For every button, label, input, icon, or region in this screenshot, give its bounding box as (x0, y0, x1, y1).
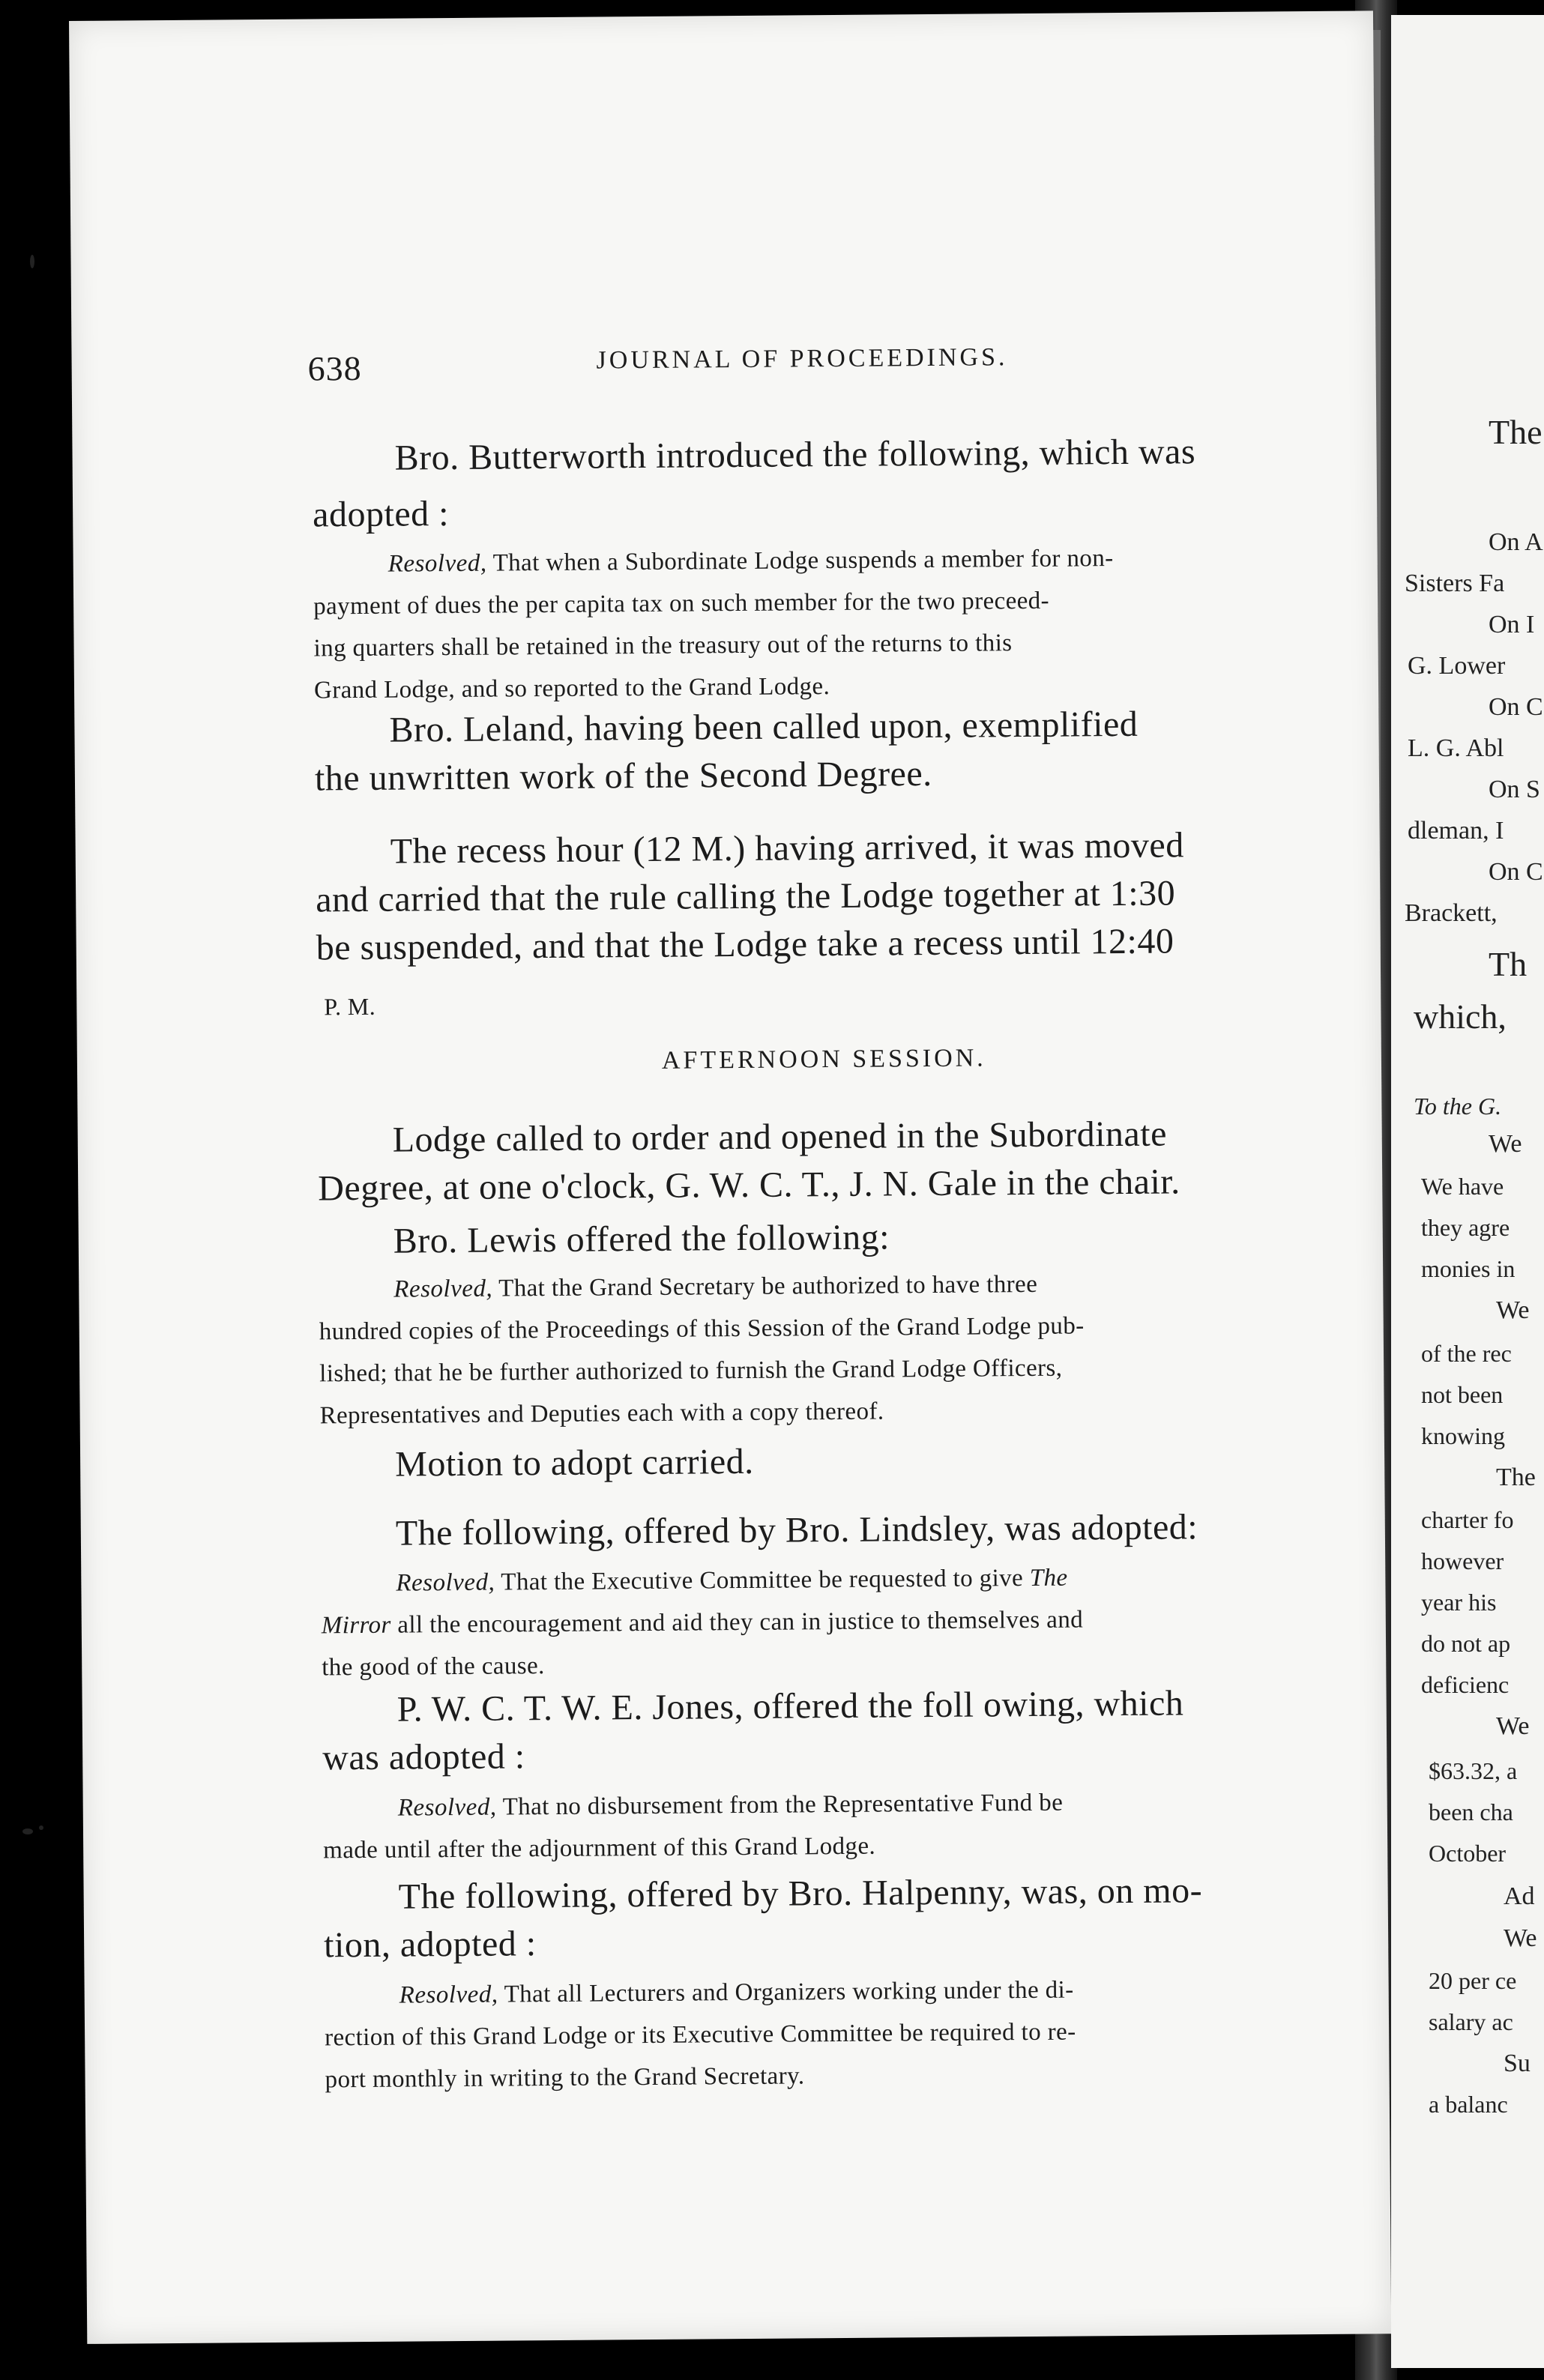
paragraph-line: tion, adopted : (323, 1924, 537, 1966)
resolution-line: hundred copies of the Proceedings of this Session of the Grand Lodge pub- (319, 1312, 1085, 1346)
paragraph-line: Degree, at one o'clock, G. W. C. T., J. N. Gale in the chair. (318, 1162, 1180, 1209)
resolution-representative-fund (323, 1780, 1343, 1872)
right-page-fragment: do not ap (1421, 1630, 1511, 1657)
paragraph-jones (322, 1679, 1342, 1783)
resolution-line: lished; that he be further authorized to furnish the Grand Lodge Officers, (319, 1354, 1063, 1388)
paragraph-line: Motion to adopt carried. (394, 1441, 754, 1485)
right-page-fragment: charter fo (1421, 1506, 1514, 1533)
right-page-fragment: not been (1421, 1381, 1504, 1408)
left-page (69, 10, 1391, 2344)
page-number: 638 (307, 348, 362, 388)
right-page-fragment: knowing (1421, 1422, 1505, 1449)
right-page-fragment: Th (1489, 945, 1528, 983)
resolution-line: Representatives and Deputies each with a copy thereof. (319, 1398, 884, 1430)
right-page-fragment: been cha (1429, 1798, 1513, 1825)
resolution-line: That no disbursement from the Representative Fund be (502, 1789, 1064, 1821)
resolution-line: ing quarters shall be retained in the treasury out of the returns to this (313, 629, 1013, 662)
resolution-lecturers (324, 1967, 1344, 2101)
paragraph-line: Bro. Leland, having been called upon, exemplified (389, 704, 1139, 750)
paragraph-line: The recess hour (12 M.) having arrived, it was moved (390, 825, 1184, 872)
paragraph-line: Bro. Lewis offered the following: (393, 1217, 890, 1261)
paragraph-lodge-called (317, 1109, 1337, 1213)
resolution-line: port monthly in writing to the Grand Secretary. (325, 2062, 805, 2094)
right-page-fragment: $63.32, a (1429, 1757, 1518, 1784)
right-page-fragment: We (1496, 1712, 1530, 1740)
resolution-label: Resolved, (393, 1275, 493, 1303)
resolution-line: made until after the adjournment of this Grand Lodge. (323, 1832, 876, 1864)
right-page-fragment: dleman, I (1408, 817, 1504, 845)
paragraph-motion (320, 1434, 1339, 1490)
right-page-fragment: however (1421, 1547, 1504, 1574)
right-page-fragment: To the G. (1414, 1093, 1502, 1120)
right-page-fragment: year his (1421, 1589, 1497, 1616)
paragraph-halpenny (323, 1866, 1343, 1970)
paragraph-lewis (319, 1210, 1338, 1266)
scan-speck (30, 255, 34, 268)
right-page-fragment: salary ac (1429, 2008, 1513, 2035)
right-page-fragment: of the rec (1421, 1340, 1512, 1367)
right-page-fragment: monies in (1421, 1255, 1516, 1282)
right-page-fragment: We have (1421, 1173, 1504, 1200)
right-page-partial (1391, 15, 1544, 2368)
resolution-label: Resolved, (396, 1568, 495, 1597)
right-page-fragment: Su (1504, 2050, 1531, 2077)
resolution-line: That when a Subordinate Lodge suspends a member for non- (492, 545, 1114, 577)
resolution-per-capita-tax (313, 536, 1333, 712)
resolution-line: the good of the cause. (322, 1652, 545, 1682)
resolution-line: Grand Lodge, and so reported to the Grand Lodge. (313, 673, 830, 704)
paragraph-line: P. W. C. T. W. E. Jones, offered the foll owing, which (396, 1683, 1184, 1730)
right-page-fragment: Brackett, (1405, 899, 1498, 927)
resolution-label: Resolved, (397, 1793, 497, 1822)
running-head: JOURNAL OF PROCEEDINGS. (596, 343, 1008, 375)
right-page-fragment: We (1496, 1296, 1530, 1324)
paragraph-recess (315, 821, 1335, 973)
resolution-italic-word: The (1029, 1564, 1068, 1592)
paragraph-line: the unwritten work of the Second Degree. (314, 753, 932, 799)
resolution-mirror (321, 1555, 1341, 1689)
right-page-fragment: The (1496, 1464, 1536, 1491)
scan-speck (22, 1828, 33, 1834)
right-page-fragment: which, (1414, 997, 1507, 1036)
right-page-fragment: We (1489, 1130, 1522, 1158)
right-page-fragment: On C (1489, 693, 1543, 721)
resolution-label: Resolved, (387, 549, 487, 578)
right-page-fragment: Sisters Fa (1405, 570, 1505, 597)
right-page-fragment: deficienc (1421, 1671, 1510, 1698)
paragraph-butterworth-cont (313, 483, 1332, 540)
right-page-fragment: On A (1489, 528, 1543, 556)
paragraph-line: adopted : (312, 494, 450, 535)
right-page-fragment: a balanc (1429, 2091, 1508, 2118)
scan-speck (39, 1825, 43, 1830)
resolution-line: rection of this Grand Lodge or its Executive Committee be required to re- (325, 2018, 1076, 2052)
right-page-fragment: they agre (1421, 1214, 1510, 1241)
right-page-fragment: The (1489, 413, 1543, 451)
resolution-line: payment of dues the per capita tax on such member for the two preceed- (313, 587, 1050, 620)
paragraph-lindsley (321, 1502, 1340, 1559)
resolution-italic-word: Mirror (321, 1611, 391, 1640)
resolution-line: That the Executive Committee be requested to give (501, 1565, 1024, 1596)
paragraph-line: Bro. Butterworth introduced the following, which was (394, 432, 1196, 478)
paragraph-line: Lodge called to order and opened in the Subordinate (392, 1114, 1168, 1160)
paragraph-leland (314, 699, 1334, 803)
right-page-fragment: Ad (1504, 1882, 1535, 1910)
section-heading-afternoon: AFTERNOON SESSION. (661, 1044, 986, 1075)
paragraph-line: be suspended, and that the Lodge take a recess until 12:40 (316, 921, 1174, 968)
resolution-copies (319, 1261, 1339, 1437)
paragraph-line: and carried that the rule calling the Lodge together at 1:30 (316, 873, 1176, 920)
right-page-fragment: On I (1489, 611, 1535, 638)
right-page-fragment: On C (1489, 858, 1543, 886)
paragraph-line: The following, offered by Bro. Halpenny, was, on mo- (398, 1870, 1203, 1917)
paragraph-line: was adopted : (322, 1736, 525, 1778)
right-page-fragment: L. G. Abl (1408, 734, 1504, 762)
right-page-fragment: On S (1489, 776, 1540, 803)
resolution-line: That all Lecturers and Organizers working under the di- (504, 1976, 1074, 2008)
right-page-fragment: October (1429, 1840, 1507, 1867)
resolution-label: Resolved, (399, 1981, 498, 2009)
resolution-line: That the Grand Secretary be authorized to have three (498, 1270, 1038, 1302)
right-page-fragment: G. Lower (1408, 652, 1506, 680)
right-page-fragment: We (1504, 1924, 1537, 1952)
paragraph-line: The following, offered by Bro. Lindsley, was adopted: (395, 1507, 1198, 1553)
resolution-line: all the encouragement and aid they can in justice to themselves and (397, 1606, 1084, 1639)
paragraph-recess-pm: P. M. (324, 992, 376, 1021)
paragraph-butterworth (394, 426, 1414, 483)
right-page-fragment: 20 per ce (1429, 1967, 1517, 1994)
